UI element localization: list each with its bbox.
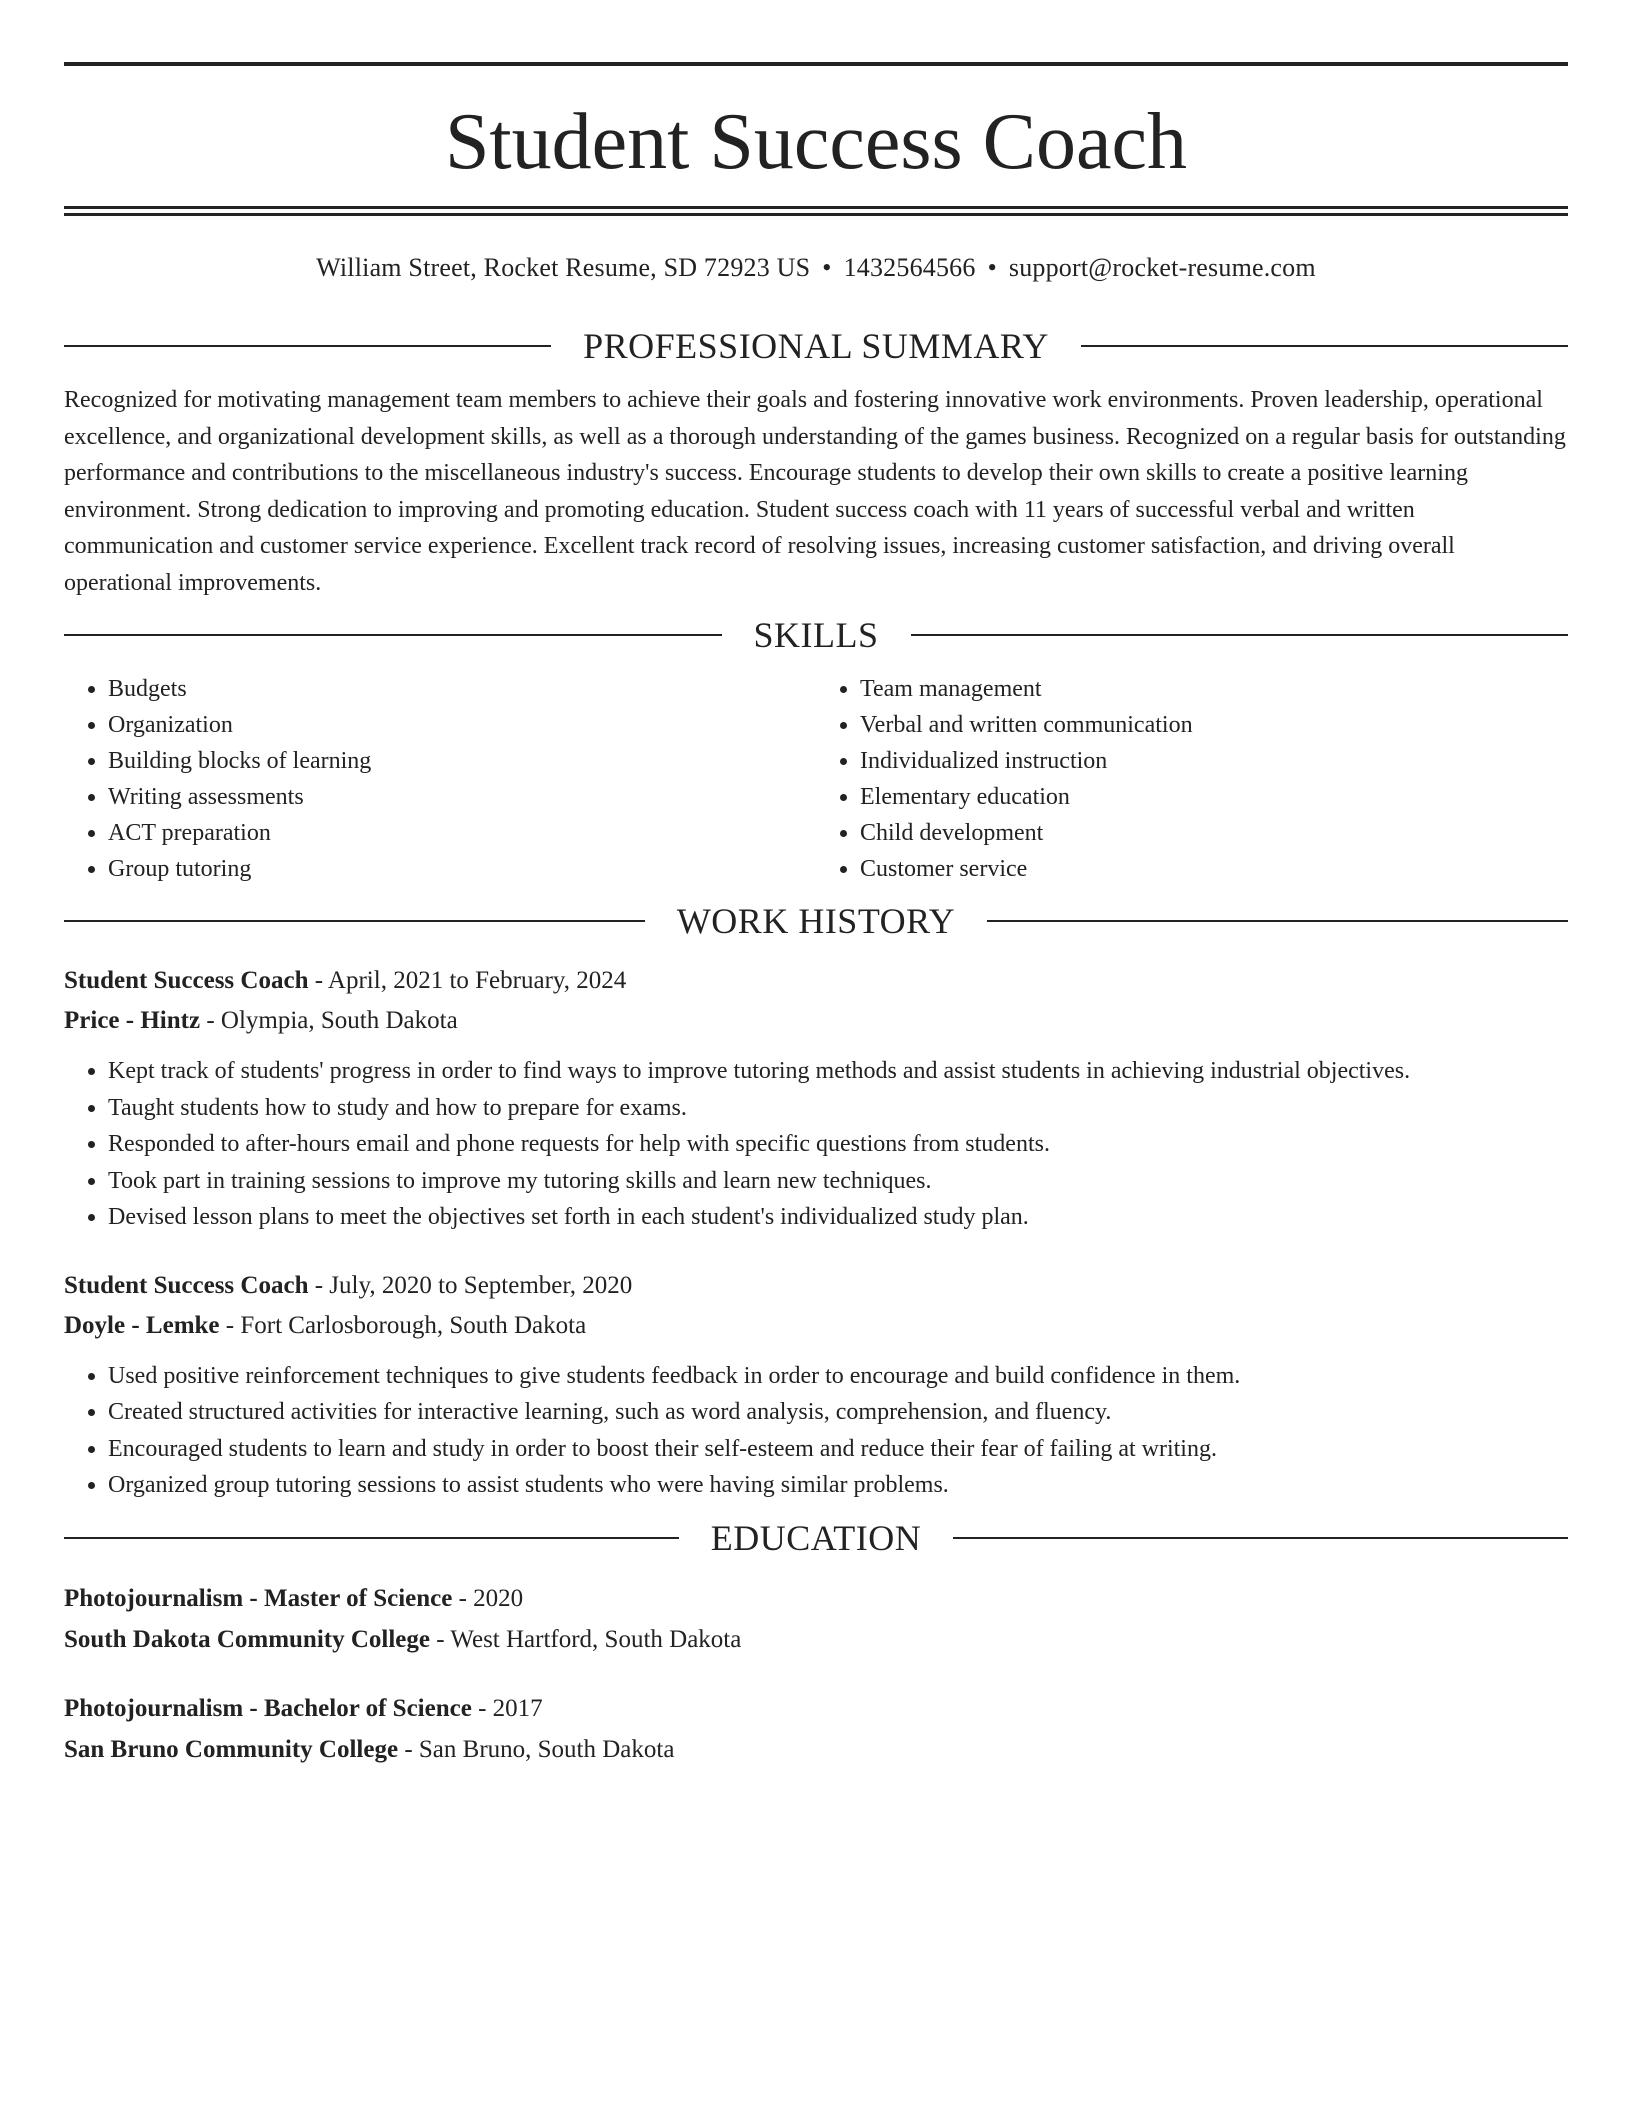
- job-company-line: [64, 1001, 1568, 1041]
- job-company: Price - Hintz: [64, 1007, 201, 1034]
- job-bullets: [64, 1358, 1568, 1504]
- contact-address: William Street, Rocket Resume, SD 72923 US: [316, 253, 811, 282]
- job-bullet: • Kept track of students' progress in order to find ways to improve tutoring methods and assist students in achieving industrial objectives.: [108, 1053, 1568, 1090]
- skill-item: • Group tutoring: [108, 851, 816, 887]
- skills-heading-label: SKILLS: [753, 615, 879, 655]
- skills-column-left: [64, 671, 816, 887]
- skill-item: • Writing assessments: [108, 779, 816, 815]
- job-title-line: [64, 961, 1568, 1001]
- skill-item: • Child development: [860, 815, 1568, 851]
- education-section-heading: [64, 1516, 1568, 1560]
- job-bullet: • Devised lesson plans to meet the objectives set forth in each student's individualized study plan.: [108, 1199, 1568, 1236]
- page-title: Student Success Coach: [444, 98, 1188, 186]
- job-bullet: • Organized group tutoring sessions to assist students who were having similar problems.: [108, 1467, 1568, 1504]
- education-school-line: [64, 1729, 1568, 1770]
- education-school: San Bruno Community College: [64, 1735, 399, 1763]
- job-dates: - April, 2021 to February, 2024: [314, 967, 627, 994]
- heading-rule-left: [64, 1537, 679, 1539]
- education-location: - San Bruno, South Dakota: [404, 1735, 675, 1763]
- summary-text: Recognized for motivating management team members to achieve their goals and fostering innovative work environments. Proven leadership, operational excellence, and organizational development skills, as well as a thorough understanding of the games business. Recognized on a regular basis for outstanding performance and contributions to the miscellaneous industry's success. Encourage students to develop their own skills to create a positive learning environment. Strong dedication to improving and promoting education. Student success coach with 11 years of successful verbal and written communication and customer service experience. Excellent track record of resolving issues, increasing customer satisfaction, and driving overall operational improvements.: [64, 387, 1566, 596]
- skill-item: • Verbal and written communication: [860, 707, 1568, 743]
- title-double-rule: [64, 206, 1568, 216]
- skill-item: • Elementary education: [860, 779, 1568, 815]
- education-location: - West Hartford, South Dakota: [436, 1625, 742, 1653]
- education-school-line: [64, 1619, 1568, 1660]
- heading-rule-left: [64, 345, 551, 347]
- job-bullet: • Created structured activities for interactive learning, such as word analysis, comprehension, and fluency.: [108, 1394, 1568, 1431]
- skill-item: • Customer service: [860, 851, 1568, 887]
- education-entry: [64, 1578, 1568, 1660]
- heading-rule-left: [64, 920, 645, 922]
- contact-email: support@rocket-resume.com: [1008, 253, 1316, 282]
- heading-rule-right: [911, 634, 1569, 636]
- education-degree-line: [64, 1688, 1568, 1729]
- job-company-line: [64, 1306, 1568, 1346]
- job-bullet: • Responded to after-hours email and phone requests for help with specific questions from students.: [108, 1126, 1568, 1163]
- job-bullet: • Took part in training sessions to improve my tutoring skills and learn new techniques.: [108, 1163, 1568, 1200]
- job-title: Student Success Coach: [64, 1271, 309, 1299]
- heading-rule-right: [953, 1537, 1568, 1539]
- job-title-line: [64, 1266, 1568, 1306]
- skill-item: • ACT preparation: [108, 815, 816, 851]
- skills-list: [64, 671, 1568, 887]
- top-rule: [64, 62, 1568, 66]
- job-bullets: [64, 1053, 1568, 1236]
- job-bullet: • Taught students how to study and how to prepare for exams.: [108, 1090, 1568, 1127]
- job-bullet: • Used positive reinforcement techniques to give students feedback in order to encourage and build confidence in them.: [108, 1358, 1568, 1395]
- skill-item: • Team management: [860, 671, 1568, 707]
- job-entry: [64, 1266, 1568, 1504]
- skill-item: • Building blocks of learning: [108, 743, 816, 779]
- summary-section-heading: [64, 324, 1568, 368]
- skill-item: • Individualized instruction: [860, 743, 1568, 779]
- contact-separator: •: [822, 253, 832, 282]
- job-entry: [64, 961, 1568, 1236]
- education-entry: [64, 1688, 1568, 1770]
- heading-rule-left: [64, 634, 722, 636]
- education-year: - 2017: [478, 1694, 543, 1722]
- education-degree: Photojournalism - Bachelor of Science: [64, 1694, 472, 1722]
- heading-rule-right: [987, 920, 1568, 922]
- job-company: Doyle - Lemke: [64, 1311, 220, 1339]
- job-location: - Fort Carlosborough, South Dakota: [225, 1311, 587, 1339]
- heading-rule-right: [1081, 345, 1568, 347]
- contact-separator: •: [987, 253, 997, 282]
- summary-heading-label: PROFESSIONAL SUMMARY: [583, 326, 1049, 366]
- education-year: - 2020: [458, 1584, 524, 1612]
- job-title: Student Success Coach: [64, 967, 309, 994]
- skill-item: • Budgets: [108, 671, 816, 707]
- contact-phone: 1432564566: [843, 253, 976, 282]
- skills-section-heading: [64, 613, 1568, 657]
- skills-column-right: [816, 671, 1568, 887]
- work-section-heading: [64, 899, 1568, 943]
- job-bullet: • Encouraged students to learn and study in order to boost their self-esteem and reduce their fear of failing at writing.: [108, 1431, 1568, 1468]
- education-heading-label: EDUCATION: [710, 1517, 922, 1558]
- job-location: - Olympia, South Dakota: [206, 1007, 458, 1034]
- contact-line: [64, 250, 1568, 286]
- skill-item: • Organization: [108, 707, 816, 743]
- education-school: South Dakota Community College: [64, 1625, 430, 1653]
- education-degree-line: [64, 1578, 1568, 1619]
- education-degree: Photojournalism - Master of Science: [64, 1584, 453, 1612]
- job-dates: - July, 2020 to September, 2020: [314, 1271, 633, 1299]
- work-heading-label: WORK HISTORY: [676, 901, 956, 941]
